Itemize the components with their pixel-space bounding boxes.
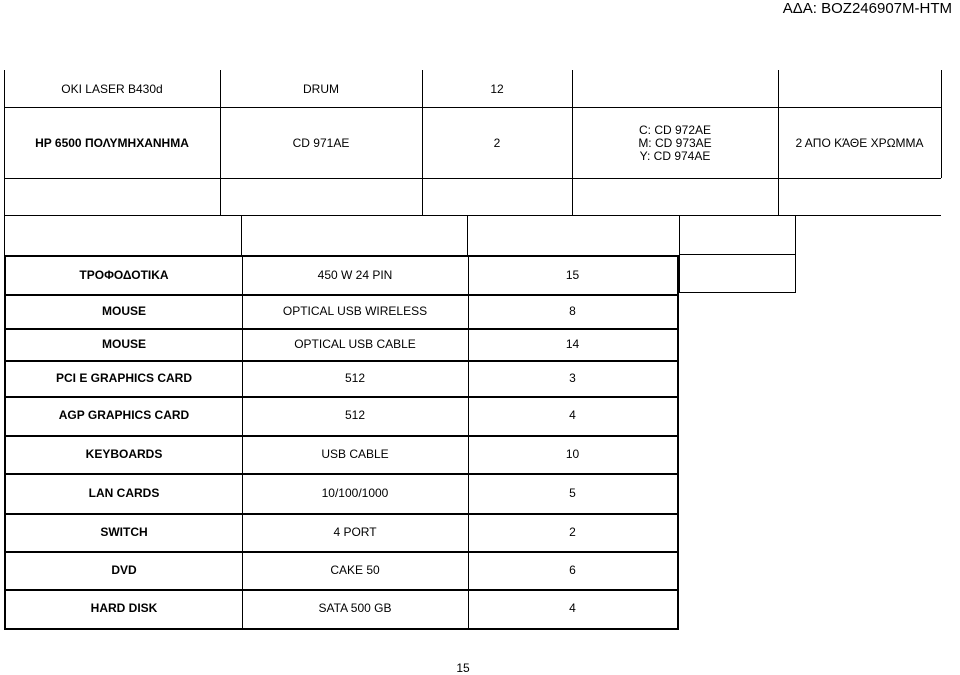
item-spec: 450 W 24 PIN	[317, 268, 393, 282]
item-qty: 2	[569, 524, 576, 539]
item-name: HARD DISK	[90, 601, 158, 615]
item-qty: 4	[569, 408, 576, 422]
item-name: SWITCH	[100, 524, 148, 539]
item-name: MOUSE	[101, 336, 146, 351]
page-number: 15	[456, 661, 470, 675]
cartridge-magenta: M: CD 973AE	[638, 135, 712, 150]
item-name: DVD	[111, 562, 137, 577]
item-name: PCI E GRAPHICS CARD	[55, 370, 192, 385]
item-qty: 3	[569, 370, 576, 385]
items-table	[4, 255, 679, 630]
table-rule	[679, 292, 796, 293]
printer-note: 2 ΑΠΟ ΚΆΘΕ ΧΡΩΜΜΑ	[795, 135, 924, 150]
item-name: AGP GRAPHICS CARD	[58, 408, 190, 422]
document-code: ΑΔΑ: ΒΟΖ246907Μ-ΗΤΜ	[782, 0, 952, 17]
item-qty: 8	[569, 303, 576, 318]
printer-part: CD 971AE	[292, 135, 350, 150]
item-spec: USB CABLE	[321, 446, 389, 461]
item-qty: 5	[569, 485, 576, 500]
cartridge-yellow: Y: CD 974AE	[639, 148, 711, 163]
item-name: LAN CARDS	[88, 485, 160, 500]
item-name: KEYBOARDS	[85, 446, 163, 461]
item-qty: 14	[565, 336, 580, 351]
table-rule	[4, 178, 941, 179]
color-cartridges	[572, 108, 778, 178]
item-spec: CAKE 50	[330, 562, 380, 577]
table-rule	[467, 215, 468, 255]
printer-qty: 2	[493, 135, 501, 150]
item-qty: 6	[569, 562, 576, 577]
item-spec: 512	[344, 408, 366, 422]
table-rule	[4, 215, 5, 255]
table-rule	[241, 215, 242, 255]
table-rule	[4, 215, 796, 216]
item-qty: 4	[569, 601, 576, 615]
item-name: MOUSE	[101, 303, 146, 318]
printer-model: HP 6500 ΠΟΛΥΜΗΧΑΝΗΜΑ	[35, 135, 189, 150]
table-rule	[679, 254, 796, 255]
item-spec: 512	[344, 370, 366, 385]
item-name: ΤΡΟΦΟΔΟΤΙΚΑ	[79, 268, 169, 282]
item-spec: 10/100/1000	[321, 485, 389, 500]
cartridge-cyan: C: CD 972AE	[638, 122, 712, 137]
item-spec: SATA 500 GB	[318, 601, 392, 615]
printer-part: DRUM	[303, 82, 339, 96]
item-spec: 4 PORT	[333, 524, 377, 539]
item-qty: 10	[565, 446, 580, 461]
item-spec: OPTICAL USB CABLE	[294, 336, 416, 351]
table-rule	[941, 70, 942, 178]
printer-qty: 12	[490, 82, 504, 96]
item-spec: OPTICAL USB WIRELESS	[282, 303, 428, 318]
printer-model: OKI LASER B430d	[61, 82, 163, 96]
item-qty: 15	[565, 268, 580, 282]
